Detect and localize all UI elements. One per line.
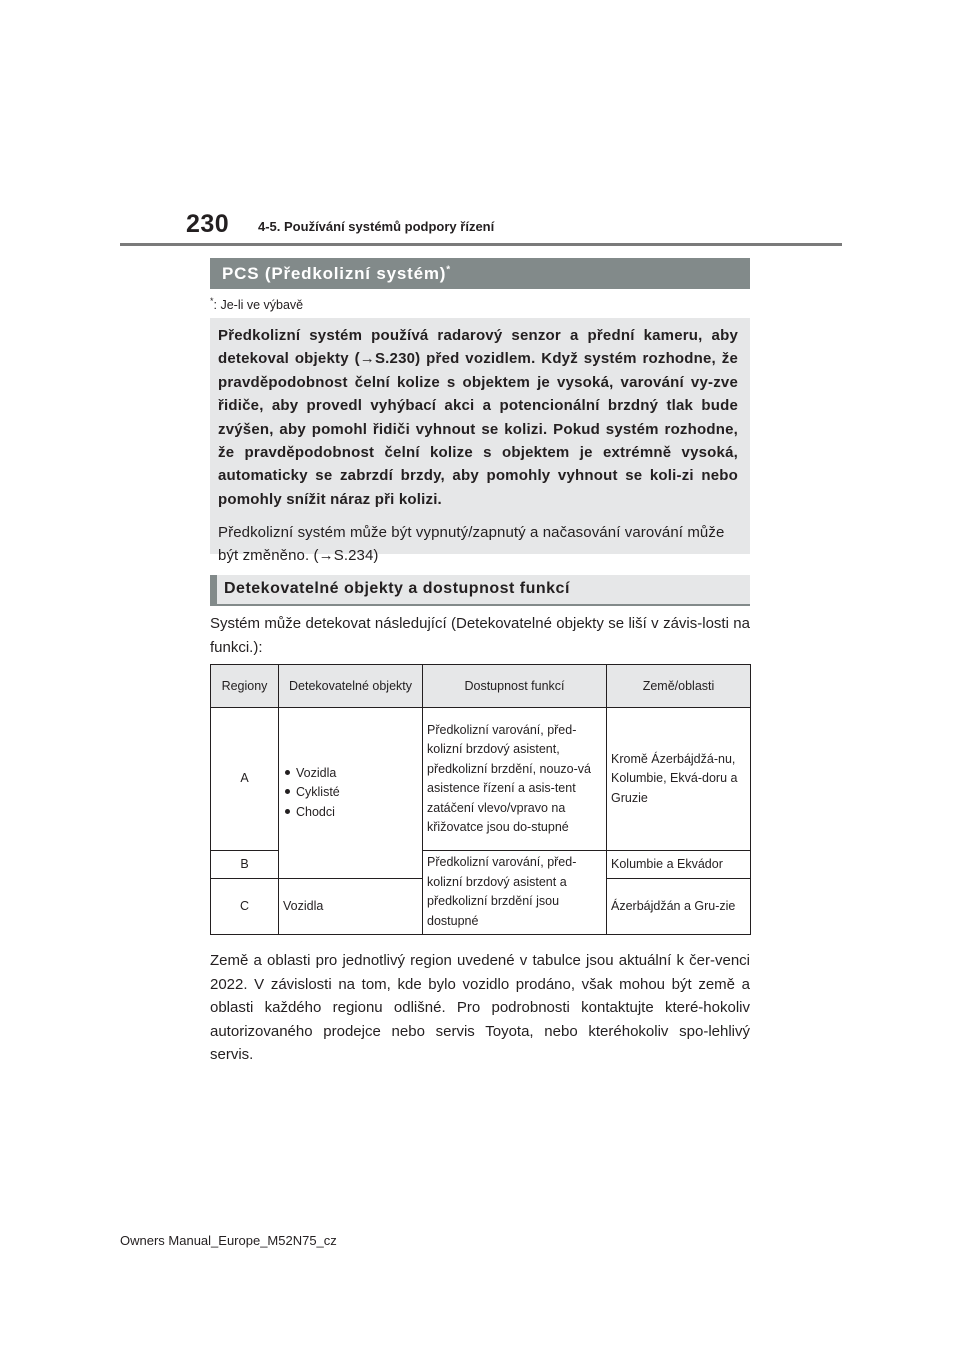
list-item: Vozidla — [285, 764, 418, 784]
objects-c: Vozidla — [279, 879, 423, 935]
bullet-icon — [285, 809, 290, 814]
objects-cell-ab — [279, 708, 423, 879]
intro-bold-text: Předkolizní systém používá radarový senzor a přední kameru, aby detekoval objekty (→S.230) před vozidlem. Když systém rozhodne, že pravděpodobnost čelní kolize s objektem je vysoká, varování vy-zve řidiče, aby provedl vyhýbací akci a potencionální brzdný tlak bude zvýšen, aby pomohl řidiči vyhnout se kolizi. Pokud systém rozhodne, že pravděpodobnost čelní kolize s objektem je extrémně vysoká, automaticky se zabrzdí brzdy, aby pomohly vyhnout se koli-zi nebo pomohly snížit náraz při kolizi. — [218, 327, 738, 508]
title-footnote-marker: * — [446, 264, 451, 276]
page-title: PCS (Předkolizní systém) — [222, 264, 447, 283]
intro-normal-text: Předkolizní systém může být vypnutý/zapnutý a načasování varování může být změněno. (→S.234) — [218, 524, 725, 565]
table-row — [211, 708, 751, 851]
intro-box — [210, 318, 750, 565]
footnote — [210, 296, 303, 312]
header-divider — [120, 243, 842, 246]
region-a: A — [211, 708, 279, 851]
table-header-row — [211, 665, 751, 708]
countries-b: Kolumbie a Ekvádor — [607, 851, 751, 879]
section-title: 4-5. Používání systémů podpory řízení — [258, 219, 495, 234]
header-regions: Regiony — [211, 665, 279, 708]
paragraph-countries-note: Země a oblasti pro jednotlivý region uvedené v tabulce jsou aktuální k čer-venci 2022. V závislosti na tom, kde bylo vozidlo prodáno, však mohou být země a oblasti každého regionu odlišné. Pro podrobnosti kontaktujte které-hokoliv autorizovaného prodejce nebo servis Toyota, nebo kteréhokoliv spo-lehlivý servis. — [210, 952, 750, 1063]
region-c: C — [211, 879, 279, 935]
list-item: Cyklisté — [285, 783, 418, 803]
footer: Owners Manual_Europe_M52N75_cz — [120, 1233, 337, 1248]
functions-bc: Předkolizní varování, před-kolizní brzdový asistent a předkolizní brzdění jsou dostupné — [423, 851, 607, 935]
page-number: 230 — [186, 210, 230, 238]
header-countries: Země/oblasti — [607, 665, 751, 708]
footnote-text: : Je-li ve výbavě — [213, 298, 304, 313]
countries-c: Ázerbájdžán a Gru-zie — [607, 879, 751, 935]
page-title-bar — [210, 258, 750, 289]
list-item: Chodci — [285, 803, 418, 823]
footnote-marker: * — [210, 296, 214, 306]
subheading: Detekovatelné objekty a dostupnost funkcí — [224, 580, 570, 597]
objects-list — [283, 764, 418, 823]
header-detectable-objects: Detekovatelné objekty — [279, 665, 423, 708]
regions-table — [210, 664, 751, 935]
countries-a: Kromě Ázerbájdžá-nu, Kolumbie, Ekvá-doru a Gruzie — [607, 708, 751, 851]
region-b: B — [211, 851, 279, 879]
bullet-icon — [285, 770, 290, 775]
functions-a: Předkolizní varování, před-kolizní brzdový asistent, předkolizní brzdění, nouzo-vá asistence řízení a asis-tent zatáčení vlevo/vpravo na křižovatce jsou do-stupné — [423, 708, 607, 851]
subheading-marker — [210, 575, 217, 604]
header-function-availability: Dostupnost funkcí — [423, 665, 607, 708]
paragraph-detectable-objects: Systém může detekovat následující (Detekovatelné objekty se liší v závis-losti na funkci.): — [210, 615, 750, 656]
subheading-bar — [210, 575, 750, 606]
bullet-icon — [285, 789, 290, 794]
